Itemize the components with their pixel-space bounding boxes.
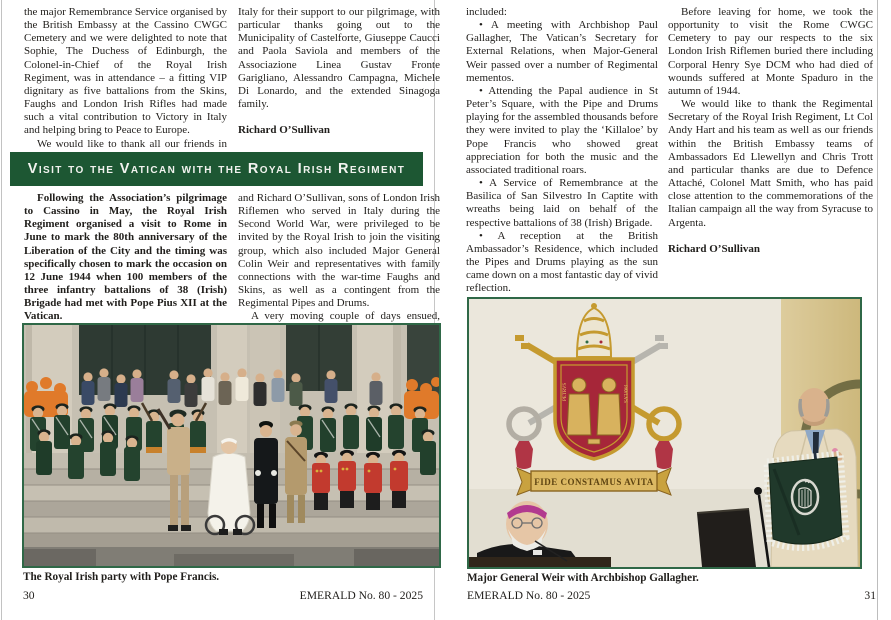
group-photo-illustration [24, 325, 439, 566]
page-number-right: 31 [864, 589, 876, 602]
left-page-footer [23, 589, 423, 602]
paragraph: and Richard O’Sullivan, sons of London Irish Riflemen who served in Italy during the Second World War, were privileged to be invited by the Royal Irish to join the visiting group, which also included Major General Colin Weir and representatives with family connections with the war-time Faughs and Skins, as well as a contingent from the Regimental Pipes and Drums. [238, 192, 440, 310]
petrus-label: PETRVS [563, 382, 568, 401]
left-page-top-column-1 [24, 6, 227, 151]
desk [469, 557, 611, 567]
head [798, 388, 830, 426]
bullet-item: • Attending the Papal audience in St Peter’s Square, with the Pipe and Drums playing for the assembled thousands before they were invited to play the ‘Killaloe’ by Pope Francis who showed great appreciation for both the music and the associated traditional roars. [466, 84, 658, 176]
author-byline: Richard O’Sullivan [238, 124, 330, 137]
paragraph: We would like to thank the Regimental Secretary of the Royal Irish Regiment, Lt Col Andy Hart and his team as well as our friends within the British Embassy teams of Ambassadors Ed Llewellyn and Chris Trott and particular thanks are due to Defence Attaché, Colonel Matt Smith, who has paid close attention to the commemorations of the Italian campaign all the way from Syracuse to Argenta. [668, 98, 873, 229]
red-tassel [655, 441, 673, 469]
left-page-mid-column-2 [238, 192, 440, 337]
pavement [24, 547, 439, 566]
red-shield [555, 359, 633, 459]
right-page-column-2 [668, 6, 873, 256]
bullet-item: • A meeting with Archbishop Paul Gallagher, The Vatican’s Secretary for External Relations, when Major-General Weir passed over a number of Regimental mementos. [466, 19, 658, 84]
photo-caption-right: Major General Weir with Archbishop Gallagher. [467, 572, 699, 584]
lead-paragraph: Following the Association’s pilgrimage to Cassino in May, the Royal Irish Regiment organised a visit to Rome in June to mark the 80th anniversary of the Liberation of the City and the timing was specifically chosen to mark the occasion on 12 June 1944 when 100 members of the three infantry battalions of 38 (Irish) Brigade had met with Pope Pius XII at the Vatican. [24, 192, 227, 323]
page-right-edge-line [877, 0, 878, 620]
paragraph: included: [466, 6, 507, 18]
bullet-item: • A reception at the British Ambassador’s Residence, which included the Pipes and Drums playing as the sun came down on a most fantastic day of vivid reflection. [466, 229, 658, 295]
paulus-label: PAVLVS [622, 385, 627, 403]
right-page-footer [467, 589, 876, 602]
red-tassel [515, 441, 533, 469]
left-page-top-column-2 [238, 6, 440, 137]
page-number-left: 30 [23, 589, 35, 602]
article-title-banner [10, 152, 423, 186]
group-photo-pope-francis [22, 323, 441, 568]
paragraph: Before leaving for home, we took the opportunity to visit the Rome CWGC Cemetery to pay our respects to the six London Irish Riflemen buried there including Corporal Henry Sye DCM who had died of wounds suffered at Monte Spaduro in the autumn of 1944. [668, 6, 873, 97]
right-page-column-1 [466, 6, 658, 295]
paragraph: Italy for their support to our pilgrimage, with particular thanks going out to the Municipality of Castelforte, Giuseppe Caucci and Paola Saviola and members of the Associazione Linea Gustav Fronte Garigliano, Alessandro Campagna, Michele Di Lonardo, and the extended Sinagoga family. [238, 6, 440, 111]
journal-title-left: EMERALD No. 80 - 2025 [299, 589, 423, 602]
article-title: Visit to the Vatican with the Royal Irish Regiment [27, 161, 406, 177]
left-page-mid-column-1 [24, 192, 227, 337]
regimental-pennant [767, 454, 846, 547]
weir-gallagher-illustration [469, 299, 860, 567]
weir-gallagher-photo [467, 297, 862, 569]
motto-text: FIDE CONSTAMUS AVITA [534, 477, 654, 487]
motto-scroll [517, 468, 671, 495]
paragraph: We would like to thank all our friends in [37, 137, 227, 150]
author-byline: Richard O’Sullivan [668, 242, 760, 255]
photo-caption-left: The Royal Irish party with Pope Francis. [23, 571, 220, 583]
chair-back [697, 509, 756, 567]
journal-title-right: EMERALD No. 80 - 2025 [467, 589, 591, 602]
paragraph: A very moving couple of days ensued, [251, 310, 440, 323]
page-left-edge-line [1, 0, 2, 620]
paragraph: the major Remembrance Service organised by the British Embassy at the Cassino CWGC Cemetery and we were delighted to note that Sophie, The Duchess of Edinburgh, the Colonel-in-Chief of the Royal Irish Regiment, was in attendance – a fitting VIP dignitary as five battalions from the Skins, Faughs and London Irish Rifles had made such a vital contribution to Victory in Italy and helping bring to Peace to Europe. [24, 6, 227, 137]
bullet-item: • A Service of Remembrance at the Basilica of San Silvestro In Captite with wreaths being laid on behalf of the respective battalions of 38 (Irish) Brigade. [466, 177, 658, 229]
